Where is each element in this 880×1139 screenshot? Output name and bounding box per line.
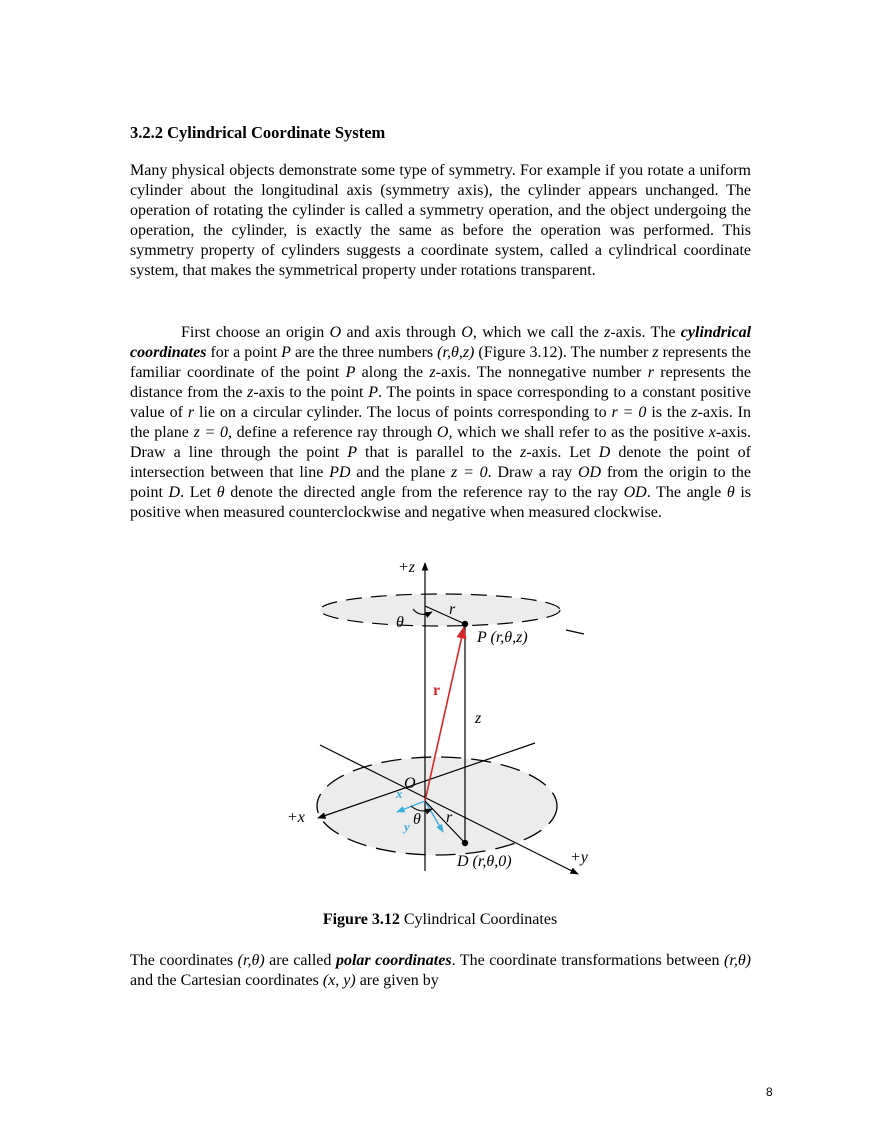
- r-top-label: r: [449, 601, 456, 618]
- origin-label: O: [404, 775, 416, 792]
- section-title: 3.2.2 Cylindrical Coordinate System: [130, 123, 386, 142]
- unit-y-label: y: [404, 819, 410, 834]
- figure-caption: Figure 3.12 Cylindrical Coordinates: [322, 911, 558, 928]
- point-p-dot: [462, 621, 468, 627]
- page-number: 8: [766, 1085, 773, 1099]
- top-dash-extension: [566, 630, 584, 634]
- term-polar-coordinates: polar coordinates: [335, 952, 452, 969]
- plus-y-label: +y: [570, 849, 588, 866]
- plus-x-label: +x: [287, 809, 305, 826]
- point-d-label: D (r,θ,0): [457, 853, 512, 870]
- z-height-label: z: [475, 710, 482, 727]
- paragraph-intro: Many physical objects demonstrate some type of symmetry. For example if you rotate a uniform cylinder about the longitudinal axis (symmetry axis), the cylinder appears unchanged. The operation of rotating the cylinder is called a symmetry operation, and the object undergoing the operation, the cylinder, is exactly the same as before the operation was performed. This symmetry property of cylinders suggests a coordinate system, called a cylindrical coordinate system, that makes the symmetrical property under rotations transparent.: [130, 162, 751, 279]
- point-p-label: P (r,θ,z): [477, 629, 528, 646]
- term-cylindrical-coordinates: cylindrical coordinates: [130, 324, 752, 361]
- paragraph-polar: The coordinates (r,θ) are called polar coordinates. The coordinate transformations between (r,θ) and the Cartesian coordinates (x, y) are given by: [130, 952, 751, 989]
- theta-bottom-label: θ: [413, 811, 421, 828]
- theta-top-label: θ: [396, 614, 404, 631]
- vector-r-label: r⃗: [433, 682, 453, 699]
- plus-z-label: +z: [398, 559, 416, 576]
- r-bottom-label: r: [446, 809, 453, 826]
- point-d-dot: [462, 840, 468, 846]
- unit-x-label: x: [396, 786, 403, 801]
- paragraph-definition: First choose an origin O and axis through O, which we call the z-axis. The cylindrical coordinates for a point P are the three numbers (r,θ,z) (Figure 3.12). The number z represents the familiar coordinate of the point P along the z-axis. The nonnegative number r represents the distance from the z-axis to the point P. The points in space corresponding to a constant positive value of r lie on a circular cylinder. The locus of points corresponding to r = 0 is the z-axis. In the plane z = 0, define a reference ray through O, which we shall refer to as the positive x-axis. Draw a line through the point P that is parallel to the z-axis. Let D denote the point of intersection between that line PD and the plane z = 0. Draw a ray OD from the origin to the point D. Let θ denote the directed angle from the reference ray to the ray OD. The angle θ is positive when measured counterclockwise and negative when measured clockwise.: [130, 324, 752, 521]
- top-disk: [320, 594, 560, 626]
